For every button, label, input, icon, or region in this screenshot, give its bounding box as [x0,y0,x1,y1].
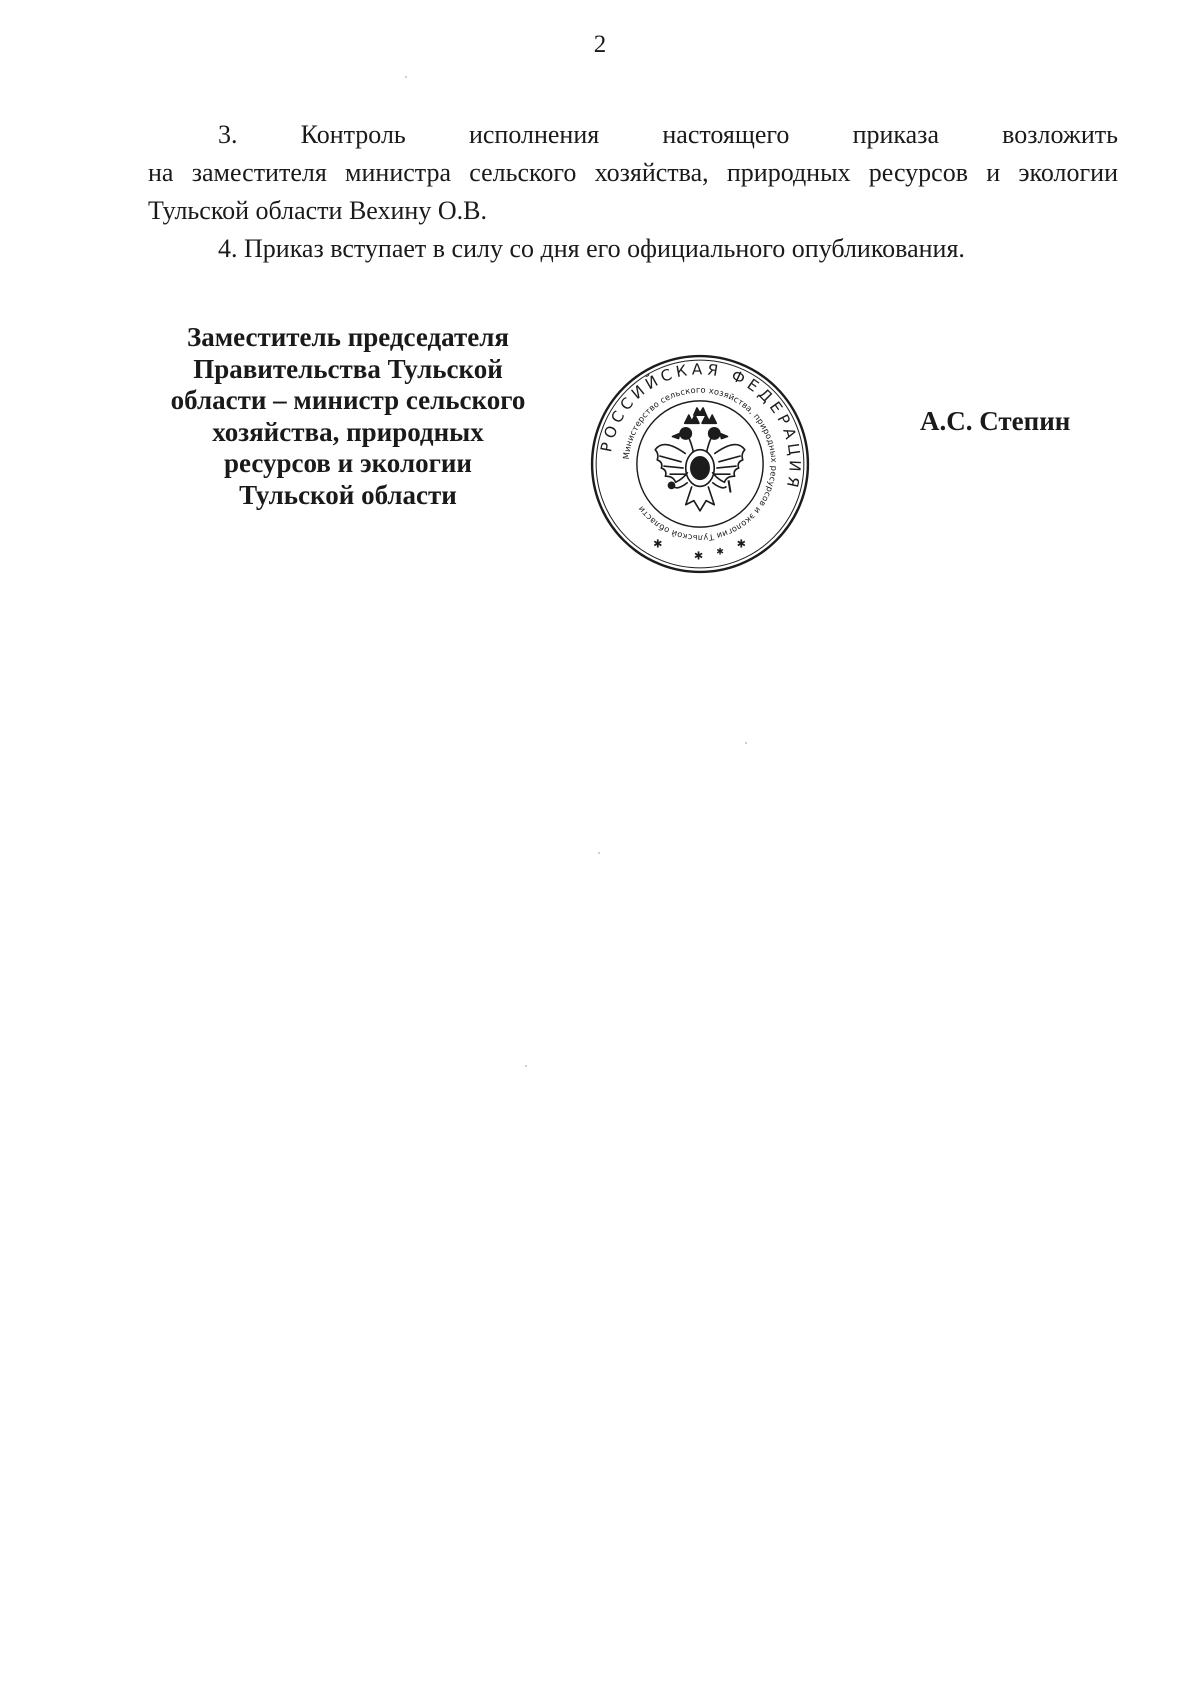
svg-text:✱: ✱ [736,537,747,551]
signer-position [120,322,576,511]
signer-position-line: Правительства Тульской [193,353,503,384]
seal-outer-text: РОССИЙСКАЯ ФЕДЕРАЦИЯ [597,360,804,494]
paragraph-3-first-line [148,116,1118,154]
paragraph-3-word: приказа [852,120,939,149]
document-body [148,116,1118,268]
scan-speck [525,1065,527,1067]
paragraph-3-word: 3. [218,120,238,149]
paragraph-3-word: исполнения [468,120,600,149]
paragraph-3-text: на заместителя министра сельского хозяйства, природных ресурсов и экологии Тульской области Вехину О.В. [148,158,1118,225]
svg-text:✱: ✱ [653,537,663,551]
paragraph-3-word: Контроль [300,120,406,149]
signer-position-line: Заместитель председателя [187,322,509,352]
scan-speck [598,852,600,854]
double-headed-eagle-icon [655,408,745,511]
scan-speck [745,742,747,744]
signer-position-line: области – министр сельского [170,385,526,415]
page-number: 2 [593,31,607,58]
signer-name: А.С. Степин [920,406,1071,436]
seal-inner-text: Министерство сельского хозяйства, природных ресурсов и экологии Тульской области [620,384,780,544]
signer-position-line: Тульской области [239,479,457,510]
paragraph-3-word: настоящего [662,120,790,149]
scan-speck [405,76,407,78]
paragraph-4: 4. Приказ вступает в силу со дня его официального опубликования. [218,234,965,263]
svg-text:✱: ✱ [693,549,704,563]
signer-position-line: хозяйства, природных [212,416,484,447]
official-seal [588,352,812,576]
signer-position-line: ресурсов и экологии [224,448,472,478]
paragraph-3-word: возложить [1002,120,1118,149]
svg-text:✱: ✱ [716,546,724,558]
paragraph-3 [148,116,1118,230]
